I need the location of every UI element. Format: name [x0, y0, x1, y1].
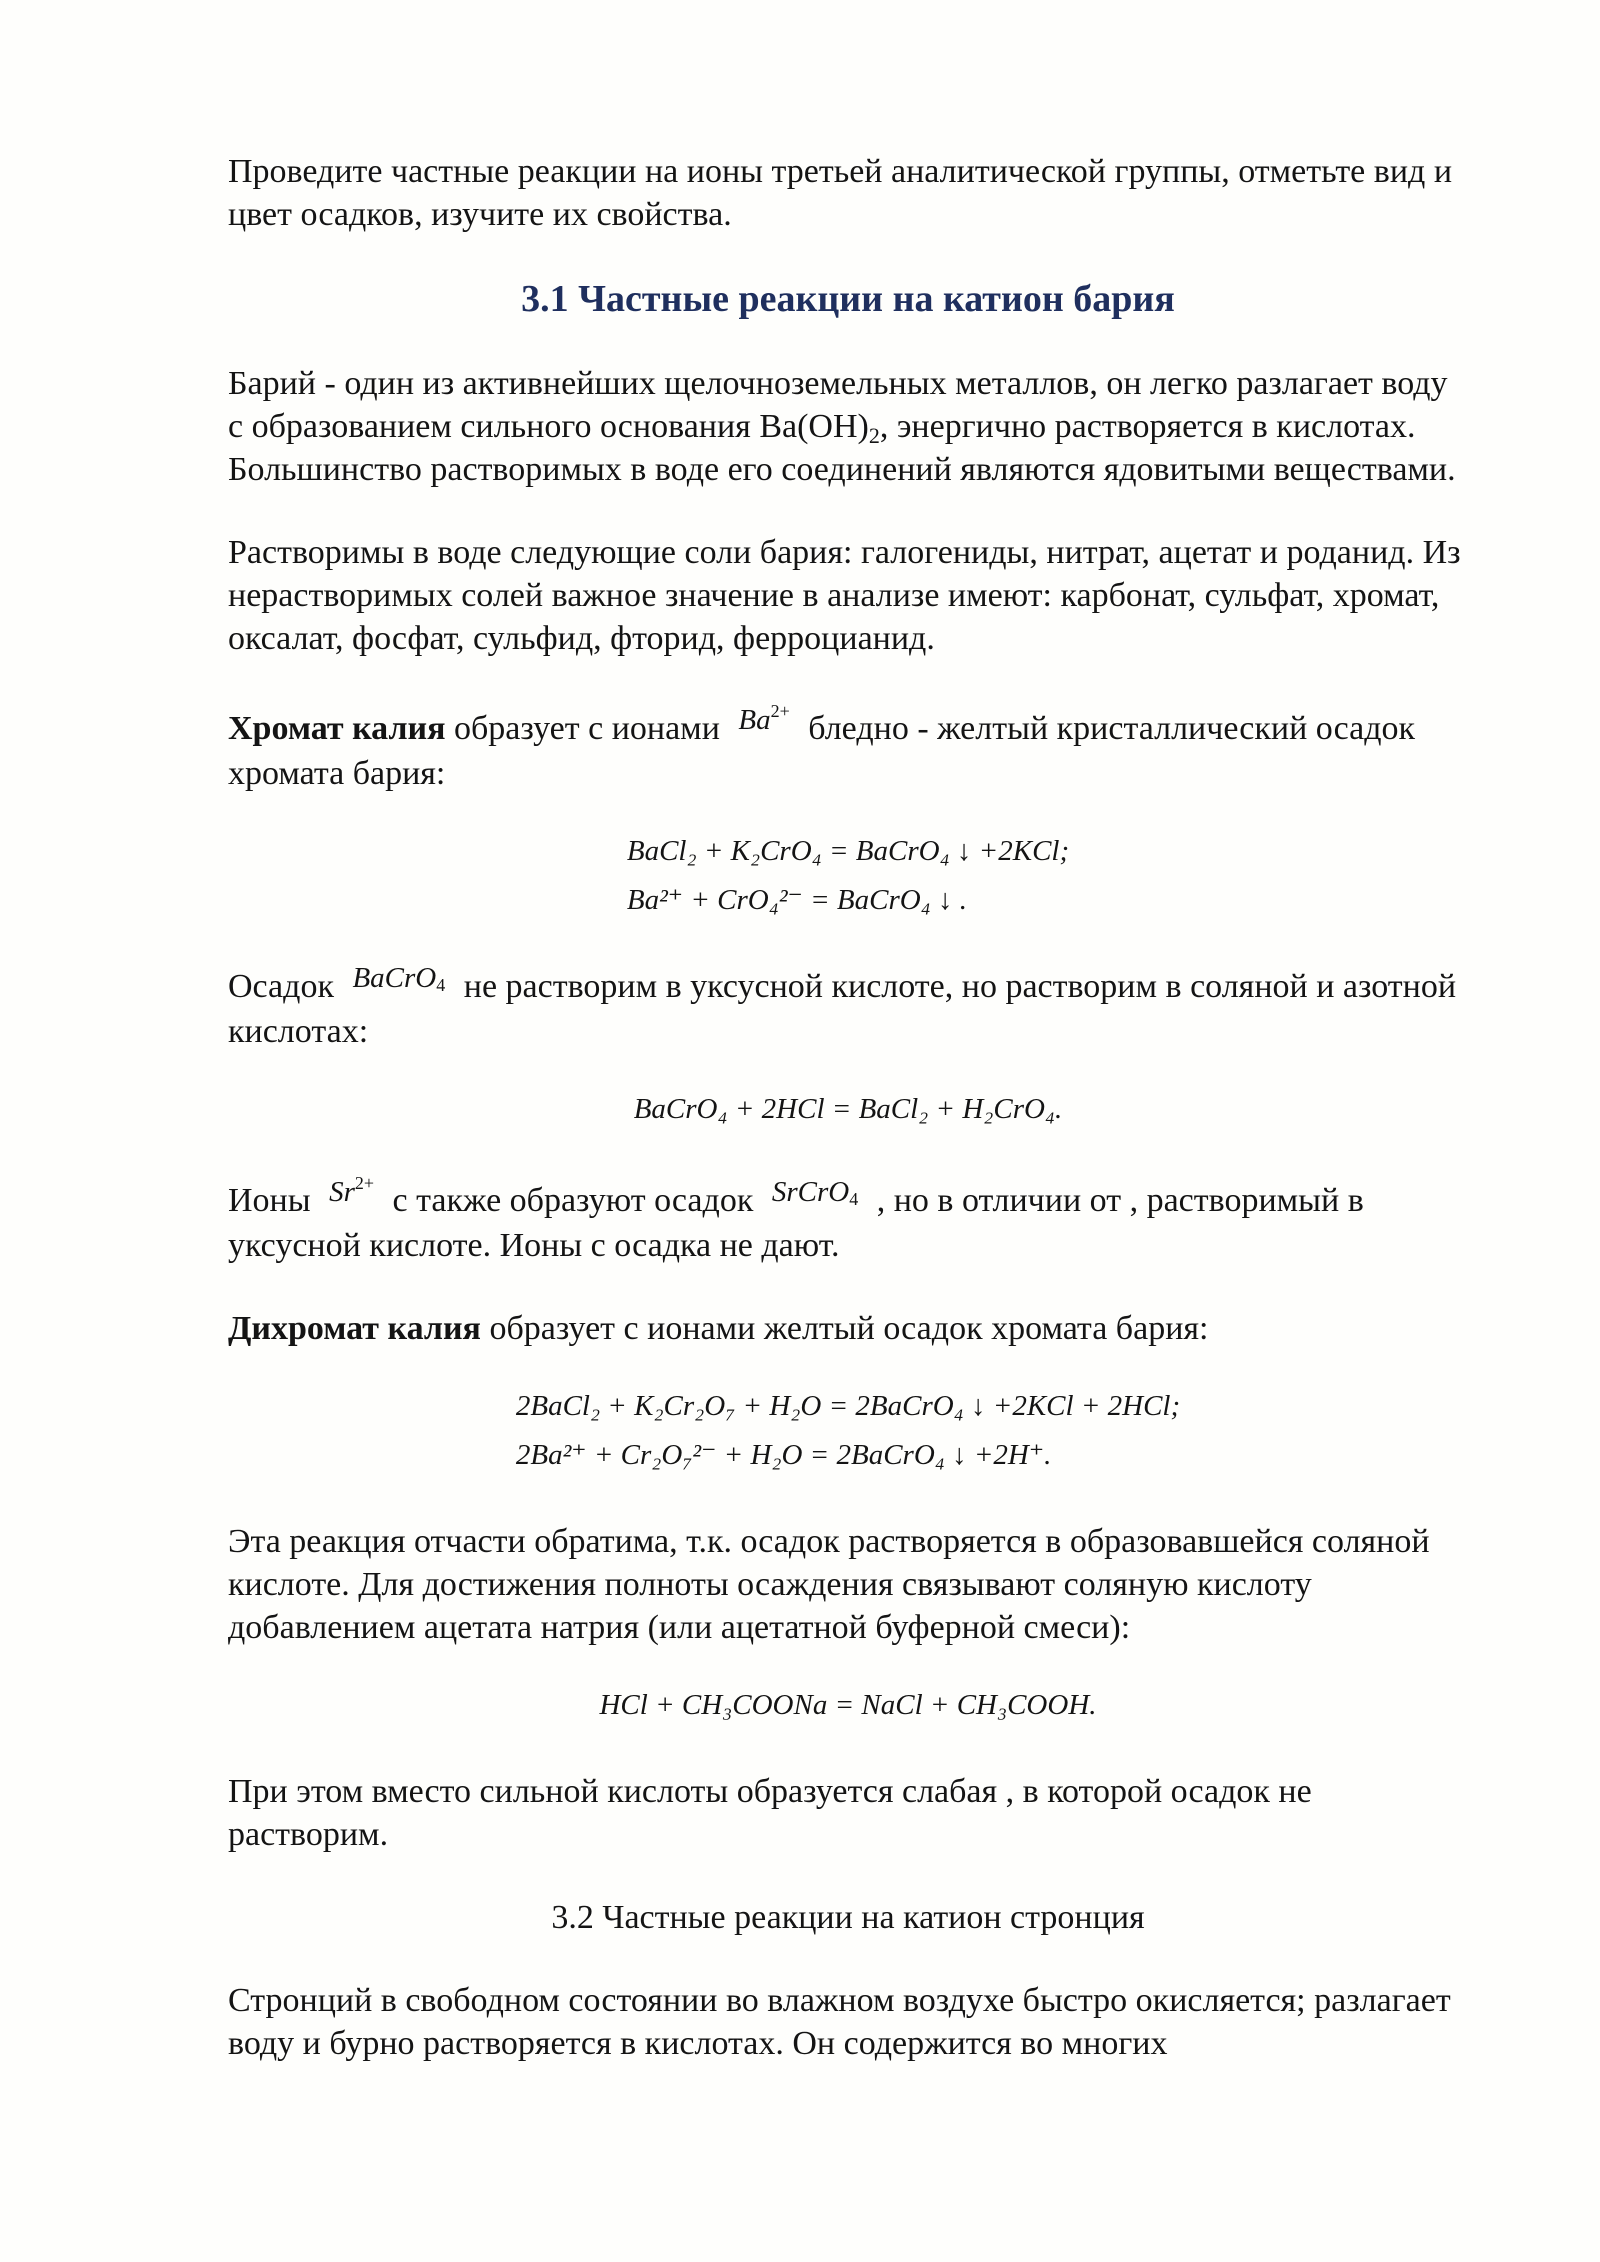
- sr-text-1: Ионы: [228, 1182, 320, 1219]
- hydroxide-subscript: 2: [868, 423, 880, 448]
- barium-paragraph-2: Растворимы в воде следующие соли бария: галогениды, нитрат, ацетат и роданид. Из нерастворимых солей важное значение в анализе имеют: карбонат, сульфат, хромат, оксалат, фосфат, сульфид, фторид, ферроцианид.: [228, 534, 1461, 657]
- section-heading-strontium: 3.2 Частные реакции на катион стронция: [551, 1899, 1145, 1936]
- section-heading-barium: 3.1 Частные реакции на катион бария: [521, 278, 1175, 320]
- equation-hcl: BaCrO₄ + 2HCl = BaCl₂ + H₂CrO₄.: [633, 1093, 1063, 1125]
- dichromate-paragraph: [228, 1307, 1468, 1350]
- equation-chromate: [228, 827, 1468, 925]
- document-body: [228, 150, 1468, 2065]
- dichromate-text: образует с ионами желтый осадок хромата бария:: [480, 1310, 1209, 1347]
- barium-chromate-formula: BaCrO$_4$: [352, 962, 446, 995]
- equation-dichromate-line-2: 2Ba²⁺ + Cr₂O₇²⁻ + H₂O = 2BaCrO₄ ↓ +2H⁺.: [515, 1439, 1052, 1471]
- barium-text-a: Барий - один из активнейших щелочноземельных металлов, он легко разлагает воду с образованием сильного основания Ba(OH): [228, 365, 1448, 445]
- strontium-note-paragraph: [228, 1172, 1468, 1267]
- precipitate-paragraph: [228, 962, 1468, 1053]
- weak-acid-paragraph: При этом вместо сильной кислоты образуется слабая , в которой осадок не растворим.: [228, 1773, 1312, 1853]
- equation-dichromate: [228, 1382, 1468, 1480]
- equation-chromate-line-1: BaCl₂ + K₂CrO₄ = BaCrO₄ ↓ +2KCl;: [626, 835, 1070, 867]
- chromate-text-1: образует с ионами: [445, 710, 729, 747]
- precipitate-text-1: Осадок: [228, 968, 343, 1005]
- sr-text-2: с также образуют осадок: [384, 1182, 762, 1219]
- equation-dichromate-line-1: 2BaCl₂ + K₂Cr₂O₇ + H₂O = 2BaCrO₄ ↓ +2KCl + 2HCl;: [515, 1390, 1181, 1422]
- sr-text-3: , но в отличии от , растворимый в уксусной кислоте. Ионы с осадка не дают.: [228, 1182, 1364, 1264]
- intro-paragraph: Проведите частные реакции на ионы третьей аналитической группы, отметьте вид и цвет осадков, изучите их свойства.: [228, 153, 1453, 233]
- strontium-paragraph: Стронций в свободном состоянии во влажном воздухе быстро окисляется; разлагает воду и бурно растворяется в кислотах. Он содержится во многих: [228, 1982, 1451, 2062]
- reversible-paragraph: Эта реакция отчасти обратима, т.к. осадок растворяется в образовавшейся соляной кислоте. Для достижения полноты осаждения связывают соляную кислоту добавлением ацетата натрия (или ацетатной буферной смеси):: [228, 1523, 1430, 1646]
- barium-text-b: , энергично растворяется в кислотах. Большинство растворимых в воде его соединений являются ядовитыми веществами.: [228, 408, 1456, 488]
- strontium-ion-formula: $Sr^{2+}$: [329, 1173, 375, 1208]
- equation-chromate-line-2: Ba²⁺ + CrO₄²⁻ = BaCrO₄ ↓ .: [626, 884, 968, 916]
- precipitate-text-2: не растворим в уксусной кислоте, но растворим в соляной и азотной кислотах:: [228, 968, 1457, 1050]
- chromate-paragraph: [228, 700, 1468, 795]
- barium-paragraph-1: [228, 362, 1468, 491]
- chromate-text-2: бледно - желтый кристаллический осадок хромата бария:: [228, 710, 1416, 792]
- dichromate-term: Дихромат калия: [228, 1310, 481, 1347]
- barium-ion-formula: $Ba^{2+}$: [738, 701, 790, 736]
- chromate-term: Хромат калия: [228, 710, 446, 747]
- equation-acetate: HCl + CH₃COONa = NaCl + CH₃COOH.: [599, 1689, 1097, 1721]
- strontium-chromate-formula: SrCrO$_4$: [771, 1176, 859, 1209]
